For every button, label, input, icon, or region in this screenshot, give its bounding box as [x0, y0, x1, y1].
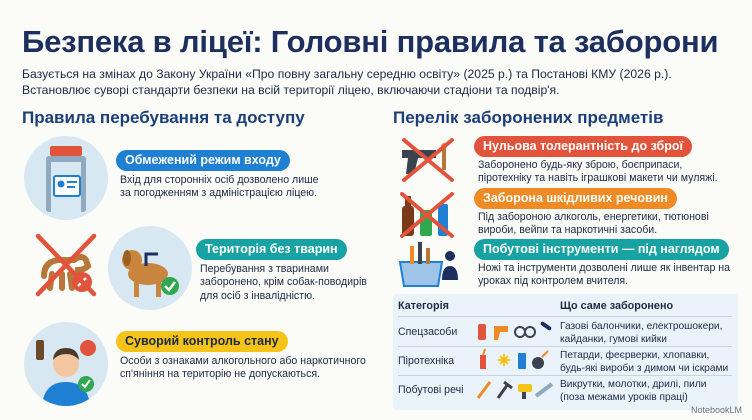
desc-harmful-substances: Під забороною алкоголь, енергетики, тютюнові вироби, вейпи та наркотичні засоби. [478, 211, 709, 237]
table-row-banned: Газові балончики, електрошокери, кайданки, гумові кийки [560, 321, 723, 345]
crossed-dog-icon [30, 230, 102, 300]
desc-strict-control: Особи з ознаками алкогольного або наркотичного сп'яніння на територію не допускаються. [120, 355, 366, 381]
desc-household-tools: Ножі та інструменти дозволені лише як інвентар на уроках під контролем вчителя. [478, 262, 731, 288]
table-row-banned: Викрутки, молотки, дрилі, пили (поза межами уроків праці) [560, 379, 707, 403]
desc-restricted-entry: Вхід для сторонніх осіб дозволено лише за погодженням з адміністрацією ліцею. [120, 174, 319, 200]
toolbox-icon [396, 240, 458, 288]
pill-household-tools: Побутові інструменти — під наглядом [474, 239, 729, 260]
pill-zero-tolerance: Нульова толерантність до зброї [474, 136, 692, 157]
crossed-bottles-icon [396, 190, 458, 238]
pyrotechnics-icons [476, 349, 554, 371]
right-heading: Перелік заборонених предметів [393, 108, 664, 127]
special-means-icons [476, 320, 554, 342]
table-row-category: Піротехніка [398, 355, 455, 367]
crossed-gun-icon [396, 136, 458, 184]
page-title: Безпека в ліцеї: Головні правила та заборони [22, 24, 719, 59]
table-row-category: Побутові речі [398, 384, 464, 396]
left-heading: Правила перебування та доступу [22, 108, 305, 127]
desc-zero-tolerance: Заборонено будь-яку зброю, боєприпаси, піротехніку та навіть іграшкові макети чи муляжі. [478, 159, 718, 185]
page-subtitle: Базується на змінах до Закону України «Про повну загальну середню освіту» (2025 р.) та Постанові КМУ (2026 р.). Встановлює суворі стандарти безпеки на всій території ліцею, включаючи стадіони та подвір'я. [22, 67, 672, 97]
table-header-banned: Що саме заборонено [560, 300, 674, 312]
pill-restricted-entry: Обмежений режим входу [116, 150, 290, 171]
pill-no-animals: Територія без тварин [196, 239, 347, 260]
desc-no-animals: Перебування з тваринами заборонено, крім собак-поводирів для осіб з інвалідністю. [200, 263, 367, 302]
table-row-category: Спецзасоби [398, 326, 458, 338]
person-check-icon [24, 322, 108, 406]
table-row-banned: Петарди, феєрверки, хлопавки, будь-які вироби з димом чи іскрами [560, 350, 729, 374]
watermark: NotebookLM [690, 405, 742, 415]
pill-harmful-substances: Заборона шкідливих речовин [474, 188, 677, 209]
dog-icon [108, 226, 192, 310]
table-header-category: Категорія [398, 300, 449, 312]
security-gate-icon [24, 136, 108, 220]
pill-strict-control: Суворий контроль стану [116, 331, 288, 352]
household-tools-icons [476, 378, 554, 400]
